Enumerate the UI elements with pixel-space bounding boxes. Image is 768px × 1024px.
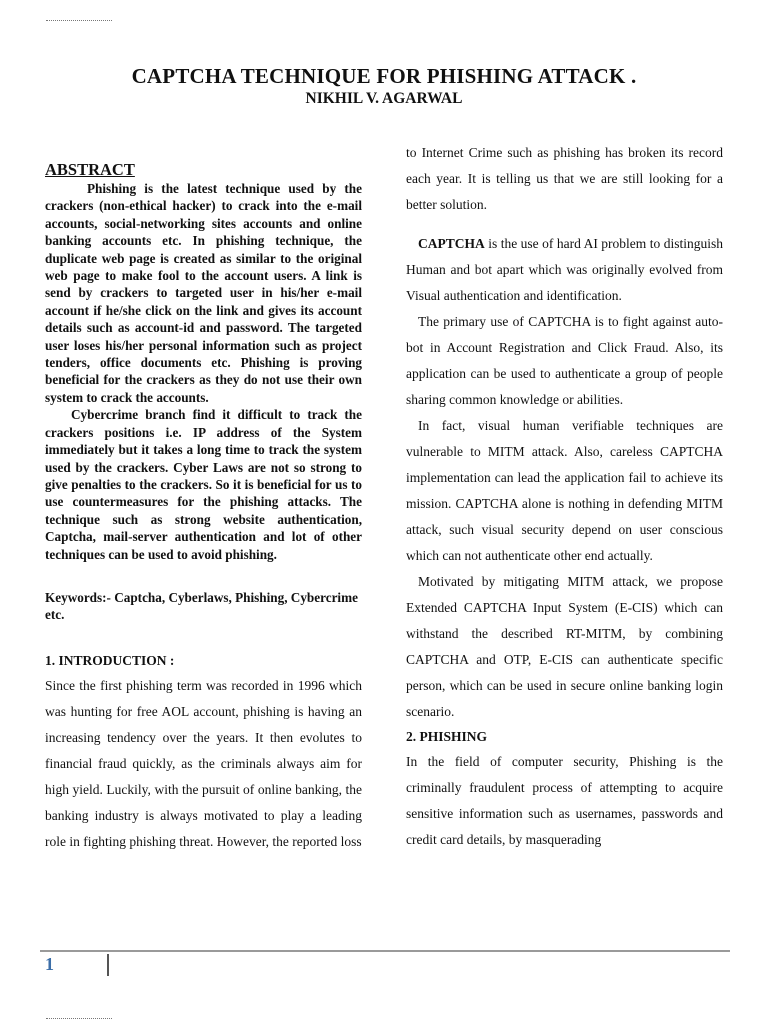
- left-column: [45, 160, 362, 855]
- continued-paragraph: to Internet Crime such as phishing has broken its record each year. It is telling us that we are still looking for a better solution.: [406, 145, 723, 212]
- abstract-paragraph-2: Cybercrime branch find it difficult to track the crackers positions i.e. IP address of the System immediately but it takes a long time to track the system used by the crackers. Cyber Laws are not so strong to give penalties to the crackers. So it is beneficial for us to use countermeasures for the phishing attacks. The technique such as strong website authentication, Captcha, mail-server authentication and lot of other techniques can be used to avoid phishing.: [45, 407, 362, 562]
- paper-title: CAPTCHA TECHNIQUE FOR PHISHING ATTACK .: [131, 64, 637, 88]
- captcha-definition: is the use of hard AI problem to distinguish Human and bot apart which was originally evolved from Visual authentication and identification.: [406, 236, 723, 303]
- introduction-paragraph: Since the first phishing term was recorded in 1996 which was hunting for free AOL account, phishing is having an increasing tendency over the years. It then evolutes to financial fraud quickly, as the criminals always aim for high yield. Luckily, with the pursuit of online banking, the banking industry is always motivated to play a leading role in fighting phishing threat. However, the reported loss: [45, 677, 362, 849]
- keywords: Keywords:- Captcha, Cyberlaws, Phishing, Cybercrime etc.: [45, 589, 358, 623]
- author-name: NIKHIL V. AGARWAL: [305, 90, 463, 107]
- footer-marker: [46, 1012, 112, 1019]
- mitm-paragraph: In fact, visual human verifiable techniques are vulnerable to MITM attack. Also, careless CAPTCHA implementation can lead the application fail to achieve its mission. CAPTCHA alone is nothing in defending MITM attack, such visual security depend on user conscious which can not authenticate other end actually.: [406, 418, 723, 563]
- header-marker: [46, 14, 112, 21]
- phishing-paragraph: In the field of computer security, Phishing is the criminally fraudulent process of attempting to acquire sensitive information such as usernames, passwords and credit card details, by masquerading: [406, 754, 723, 847]
- captcha-paragraph: [406, 231, 723, 309]
- ecis-paragraph: Motivated by mitigating MITM attack, we propose Extended CAPTCHA Input System (E-CIS) which can withstand the described RT-MITM, by combining CAPTCHA and OTP, E-CIS can authenticate specific person, which can be used in secure online banking login scenario.: [406, 574, 723, 719]
- captcha-term: CAPTCHA: [418, 236, 485, 251]
- primary-use-paragraph: The primary use of CAPTCHA is to fight against auto-bot in Account Registration and Click Fraud. Also, its application can be used to authenticate a group of people sharing common knowledge or abilities.: [406, 314, 723, 407]
- abstract-heading: ABSTRACT: [45, 160, 135, 179]
- page-number: 1: [45, 954, 54, 974]
- footer-rule: [40, 950, 730, 952]
- introduction-heading: 1. INTRODUCTION :: [45, 652, 175, 668]
- abstract-paragraph-1: Phishing is the latest technique used by the crackers (non-ethical hacker) to crack into the e-mail accounts, social-networking sites accounts and online banking accounts etc. In phishing technique, the duplicate web page is created as similar to the original web page to make fool to the account users. A link is send by crackers to targeted user in his/her e-mail account if he/she click on the link and gives its account details such as account-id and password. The targeted user loses his/her personal information such as project tenders, office documents etc. Phishing is proving beneficial for the crackers as they do not use their own system to crack the accounts.: [45, 181, 362, 405]
- right-column: [406, 140, 723, 853]
- phishing-heading: 2. PHISHING: [406, 729, 488, 744]
- page-separator: [107, 954, 109, 976]
